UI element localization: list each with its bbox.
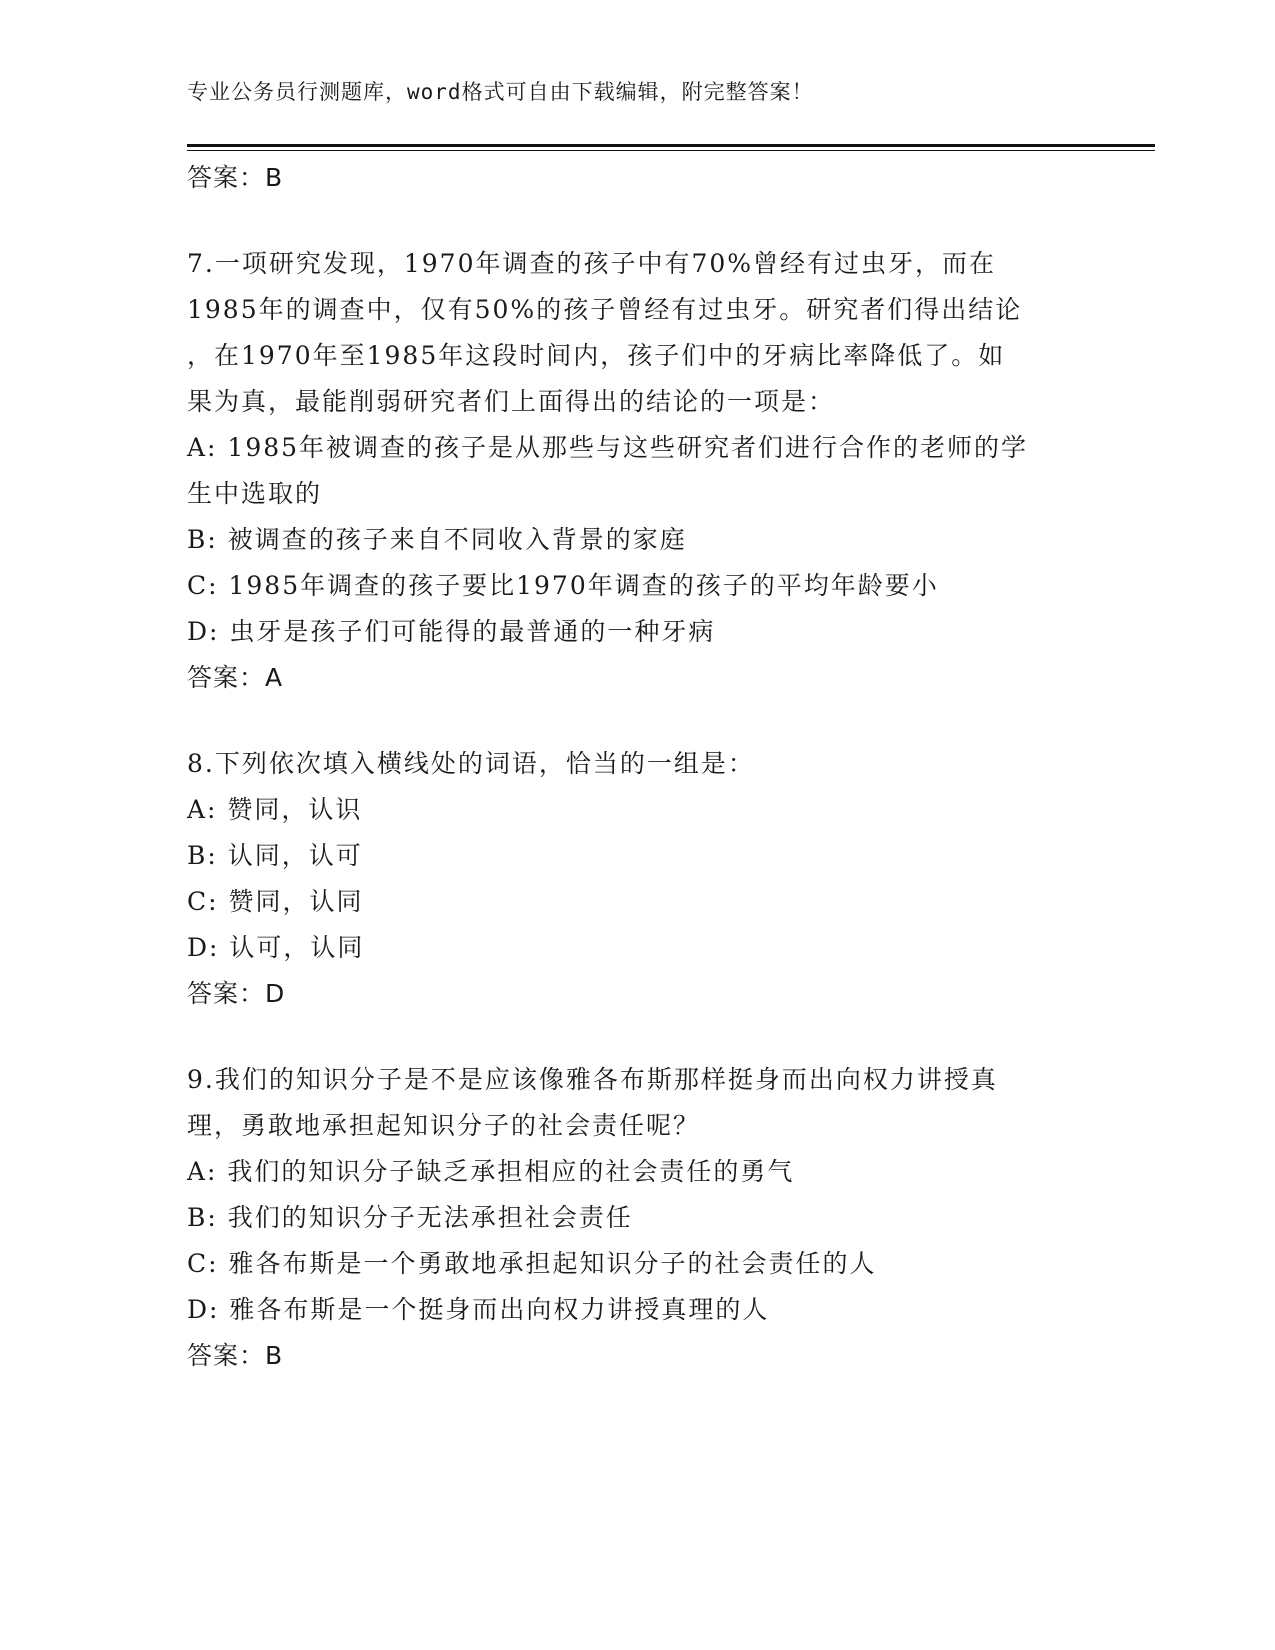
answer-line: 答案：D xyxy=(187,979,286,1008)
question-list xyxy=(187,155,1087,1379)
option-c: C: 1985年调查的孩子要比1970年调查的孩子的平均年龄要小 xyxy=(187,571,939,600)
option-d: D: 认可，认同 xyxy=(187,933,365,962)
option-a: A: 赞同，认识 xyxy=(187,795,363,824)
answer-line: 答案：B xyxy=(187,1341,284,1370)
option-d: D: 虫牙是孩子们可能得的最普通的一种牙病 xyxy=(187,617,716,646)
option-b: B: 认同，认可 xyxy=(187,841,363,870)
option-a: A: 1985年被调查的孩子是从那些与这些研究者们进行合作的老师的学 xyxy=(187,433,1029,462)
option-c: C: 雅各布斯是一个勇敢地承担起知识分子的社会责任的人 xyxy=(187,1249,877,1278)
answer-line: 答案：B xyxy=(187,163,284,192)
question-block xyxy=(187,1057,1087,1379)
option-a: A: 我们的知识分子缺乏承担相应的社会责任的勇气 xyxy=(187,1157,795,1186)
question-stem-line: 果为真，最能削弱研究者们上面得出的结论的一项是： xyxy=(187,387,836,416)
option-c: C: 赞同，认同 xyxy=(187,887,364,916)
option-b: B: 我们的知识分子无法承担社会责任 xyxy=(187,1203,633,1232)
option-b: B: 被调查的孩子来自不同收入背景的家庭 xyxy=(187,525,687,554)
option-d: D: 雅各布斯是一个挺身而出向权力讲授真理的人 xyxy=(187,1295,770,1324)
question-stem-line: 7.一项研究发现，1970年调查的孩子中有70%曾经有过虫牙，而在 xyxy=(187,249,997,278)
question-stem-line: 9.我们的知识分子是不是应该像雅各布斯那样挺身而出向权力讲授真 xyxy=(187,1065,998,1094)
question-block xyxy=(187,241,1087,701)
question-stem-line: 1985年的调查中，仅有50%的孩子曾经有过虫牙。研究者们得出结论 xyxy=(187,295,1023,324)
page-header: 专业公务员行测题库，word格式可自由下载编辑，附完整答案！ xyxy=(187,80,814,104)
question-stem-line: ，在1970年至1985年这段时间内，孩子们中的牙病比率降低了。如 xyxy=(187,341,1006,370)
question-block xyxy=(187,741,1087,1017)
option-a-continued: 生中选取的 xyxy=(187,479,323,508)
header-rule xyxy=(187,144,1155,147)
question-stem-line: 8.下列依次填入横线处的词语，恰当的一组是： xyxy=(187,749,755,778)
answer-line: 答案：A xyxy=(187,663,284,692)
header-rule-thin xyxy=(187,150,1155,151)
question-stem-line: 理，勇敢地承担起知识分子的社会责任呢？ xyxy=(187,1111,701,1140)
